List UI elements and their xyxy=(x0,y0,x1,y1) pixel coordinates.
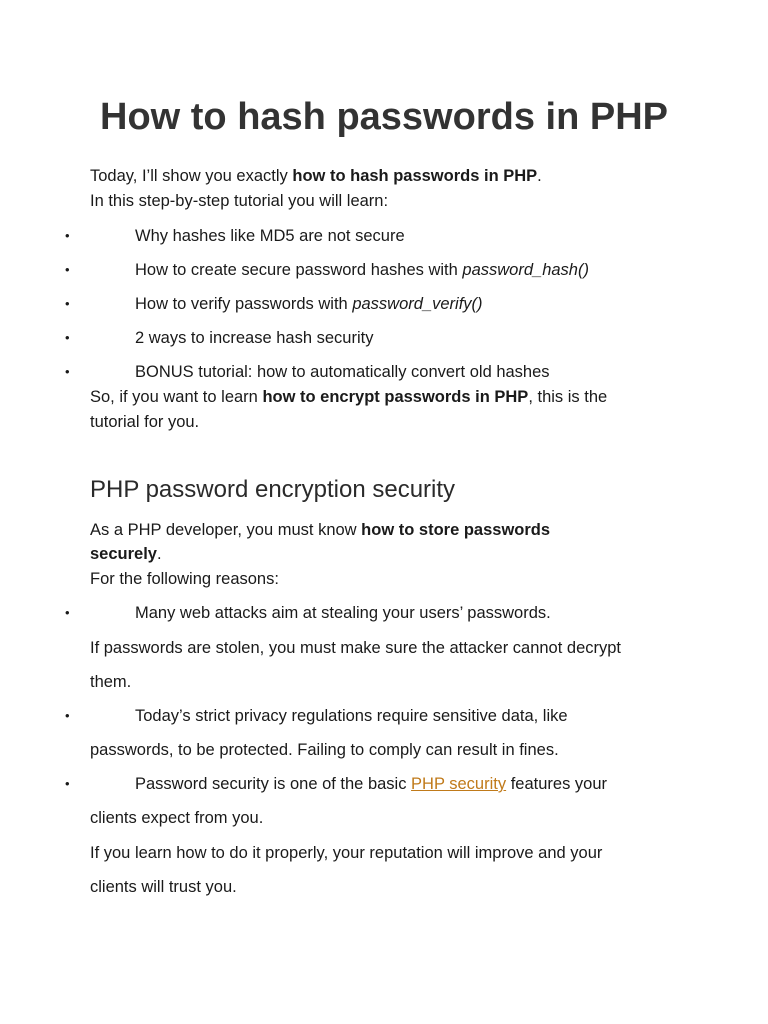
bullet-icon: • xyxy=(65,228,70,243)
reason-1-follow-line-1: If passwords are stolen, you must make sure the attacker cannot decrypt xyxy=(90,639,622,657)
outro-line-2: tutorial for you. xyxy=(90,413,200,431)
list-item-text: How to verify passwords with password_verify() xyxy=(135,295,483,313)
php-security-link[interactable]: PHP security xyxy=(411,775,507,793)
intro-line-2: In this step-by-step tutorial you will learn: xyxy=(90,192,389,210)
section-para-2: For the following reasons: xyxy=(90,570,279,588)
intro-line-1 xyxy=(90,164,542,188)
closing-line-2: clients will trust you. xyxy=(90,878,237,896)
section-para-1-line-2: securely. xyxy=(90,545,162,563)
intro-bold: how to hash passwords in PHP xyxy=(292,167,538,185)
bullet-icon: • xyxy=(65,605,70,620)
bullet-icon: • xyxy=(65,364,70,379)
closing-line-1: If you learn how to do it properly, your reputation will improve and your xyxy=(90,844,603,862)
bullet-icon: • xyxy=(65,708,70,723)
reason-1-follow-line-2: them. xyxy=(90,673,132,691)
list-item-text: 2 ways to increase hash security xyxy=(135,329,374,347)
reason-2-line-2: passwords, to be protected. Failing to comply can result in fines. xyxy=(90,741,559,759)
list-item-text: Many web attacks aim at stealing your users’ passwords. xyxy=(135,604,551,622)
bullet-icon: • xyxy=(65,262,70,277)
reason-3-line-2: clients expect from you. xyxy=(90,809,264,827)
outro-line-1: So, if you want to learn how to encrypt passwords in PHP, this is the xyxy=(90,388,608,406)
list-item-text: Why hashes like MD5 are not secure xyxy=(135,227,405,245)
page-title: How to hash passwords in PHP xyxy=(100,96,668,138)
section-para-1-line-1: As a PHP developer, you must know how to store passwords xyxy=(90,521,551,539)
intro-text: Today, I’ll show you exactly xyxy=(90,167,293,185)
list-item-text: Today’s strict privacy regulations require sensitive data, like xyxy=(135,707,568,725)
list-item-text: BONUS tutorial: how to automatically convert old hashes xyxy=(135,363,550,381)
intro-period: . xyxy=(537,167,542,185)
list-item-text: How to create secure password hashes with password_hash() xyxy=(135,261,589,279)
bullet-icon: • xyxy=(65,296,70,311)
bullet-icon: • xyxy=(65,330,70,345)
section-heading: PHP password encryption security xyxy=(90,476,456,503)
list-item-text: Password security is one of the basic PHP security features your xyxy=(135,775,607,793)
bullet-icon: • xyxy=(65,776,70,791)
